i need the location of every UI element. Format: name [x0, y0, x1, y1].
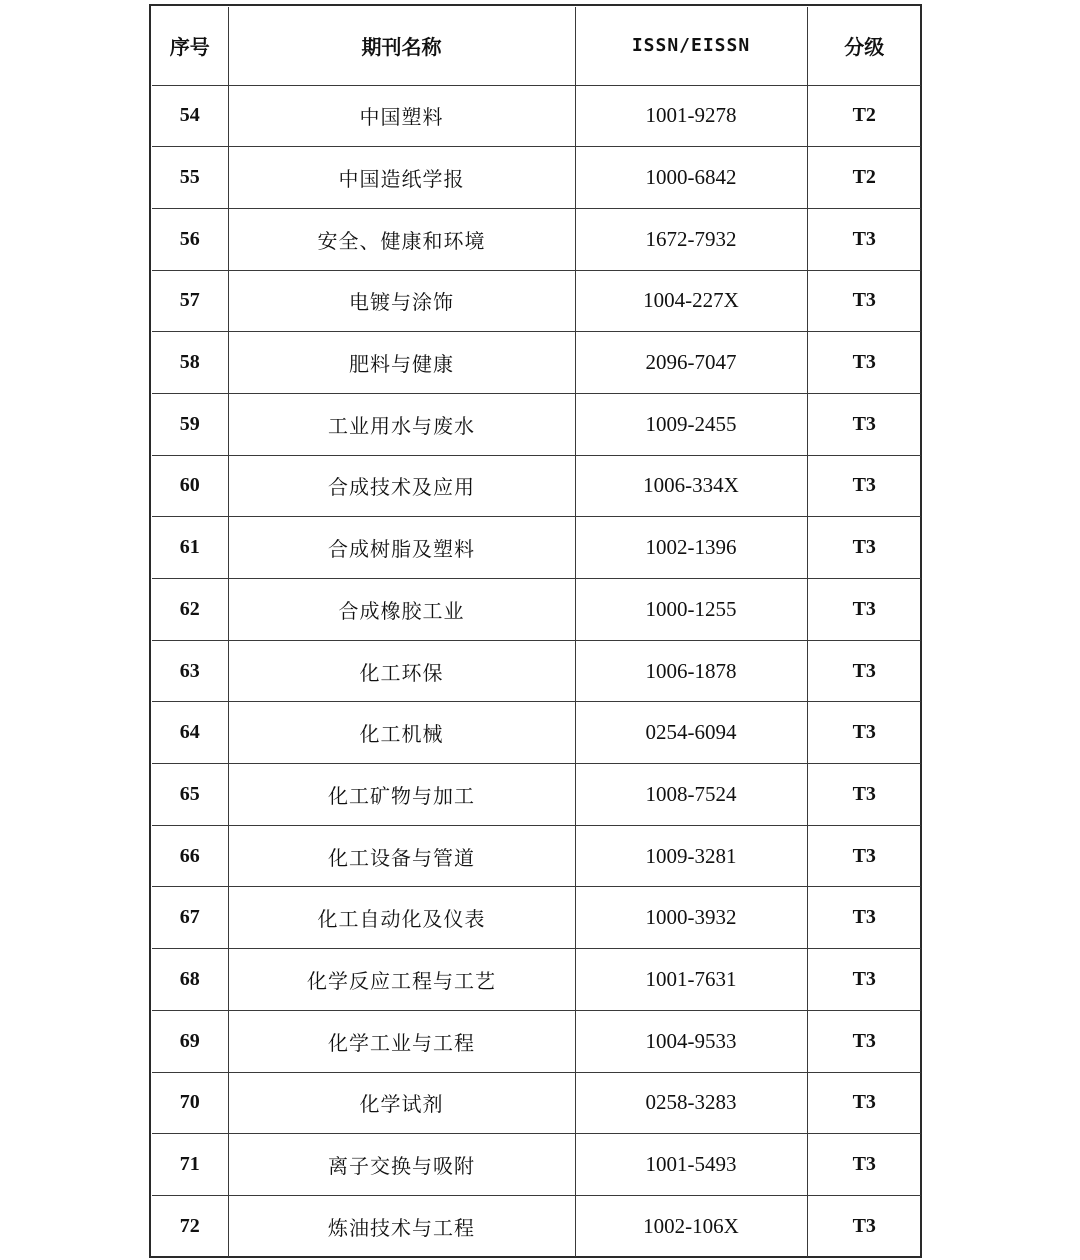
- row-level: T3: [807, 332, 921, 394]
- row-journal-name: 化学试剂: [228, 1072, 575, 1134]
- row-journal-name: 工业用水与废水: [228, 393, 575, 455]
- table-row: [152, 887, 921, 949]
- header-no: 序号: [152, 7, 228, 85]
- row-no: 71: [152, 1134, 228, 1196]
- row-issn: 1001-9278: [575, 85, 807, 147]
- row-level: T3: [807, 1010, 921, 1072]
- row-journal-name: 中国塑料: [228, 85, 575, 147]
- row-journal-name: 化工矿物与加工: [228, 764, 575, 826]
- row-no: 59: [152, 393, 228, 455]
- row-issn: 2096-7047: [575, 332, 807, 394]
- row-journal-name: 合成技术及应用: [228, 455, 575, 517]
- row-level: T3: [807, 393, 921, 455]
- row-no: 56: [152, 208, 228, 270]
- row-level: T3: [807, 949, 921, 1011]
- row-no: 60: [152, 455, 228, 517]
- table-row: [152, 1134, 921, 1196]
- row-journal-name: 化工环保: [228, 640, 575, 702]
- row-level: T3: [807, 1134, 921, 1196]
- row-journal-name: 中国造纸学报: [228, 147, 575, 209]
- table-row: [152, 1010, 921, 1072]
- row-level: T3: [807, 455, 921, 517]
- row-level: T3: [807, 579, 921, 641]
- journal-table: [152, 7, 921, 1257]
- table-row: [152, 949, 921, 1011]
- table-row: [152, 517, 921, 579]
- row-journal-name: 肥料与健康: [228, 332, 575, 394]
- row-issn: 1004-227X: [575, 270, 807, 332]
- row-no: 63: [152, 640, 228, 702]
- row-no: 68: [152, 949, 228, 1011]
- table-row: [152, 1195, 921, 1257]
- row-level: T3: [807, 887, 921, 949]
- row-journal-name: 化学反应工程与工艺: [228, 949, 575, 1011]
- row-issn: 1008-7524: [575, 764, 807, 826]
- row-issn: 1672-7932: [575, 208, 807, 270]
- row-journal-name: 合成树脂及塑料: [228, 517, 575, 579]
- table-row: [152, 455, 921, 517]
- row-no: 58: [152, 332, 228, 394]
- row-journal-name: 安全、健康和环境: [228, 208, 575, 270]
- table-row: [152, 1072, 921, 1134]
- row-issn: 1000-1255: [575, 579, 807, 641]
- row-journal-name: 化工设备与管道: [228, 825, 575, 887]
- table-row: [152, 640, 921, 702]
- row-journal-name: 炼油技术与工程: [228, 1195, 575, 1257]
- row-level: T3: [807, 1195, 921, 1257]
- table-row: [152, 147, 921, 209]
- row-issn: 1002-1396: [575, 517, 807, 579]
- row-journal-name: 化学工业与工程: [228, 1010, 575, 1072]
- row-level: T2: [807, 147, 921, 209]
- row-journal-name: 合成橡胶工业: [228, 579, 575, 641]
- row-level: T3: [807, 1072, 921, 1134]
- table-row: [152, 764, 921, 826]
- row-no: 54: [152, 85, 228, 147]
- journal-table-frame: [149, 4, 922, 1258]
- row-no: 65: [152, 764, 228, 826]
- row-level: T3: [807, 764, 921, 826]
- table-row: [152, 270, 921, 332]
- row-issn: 1009-3281: [575, 825, 807, 887]
- row-level: T3: [807, 208, 921, 270]
- row-issn: 1006-334X: [575, 455, 807, 517]
- row-no: 57: [152, 270, 228, 332]
- table-row: [152, 393, 921, 455]
- row-issn: 1000-6842: [575, 147, 807, 209]
- table-row: [152, 332, 921, 394]
- row-issn: 1001-5493: [575, 1134, 807, 1196]
- row-level: T3: [807, 702, 921, 764]
- row-no: 67: [152, 887, 228, 949]
- row-journal-name: 电镀与涂饰: [228, 270, 575, 332]
- row-issn: 1002-106X: [575, 1195, 807, 1257]
- table-header-row: [152, 7, 921, 85]
- row-issn: 1000-3932: [575, 887, 807, 949]
- row-no: 66: [152, 825, 228, 887]
- table-row: [152, 702, 921, 764]
- row-issn: 0254-6094: [575, 702, 807, 764]
- row-issn: 1006-1878: [575, 640, 807, 702]
- row-no: 72: [152, 1195, 228, 1257]
- row-journal-name: 离子交换与吸附: [228, 1134, 575, 1196]
- row-journal-name: 化工机械: [228, 702, 575, 764]
- header-issn: ISSN/EISSN: [575, 7, 807, 85]
- table-row: [152, 579, 921, 641]
- row-issn: 1001-7631: [575, 949, 807, 1011]
- header-level: 分级: [807, 7, 921, 85]
- row-journal-name: 化工自动化及仪表: [228, 887, 575, 949]
- row-level: T3: [807, 640, 921, 702]
- table-row: [152, 825, 921, 887]
- row-level: T3: [807, 517, 921, 579]
- row-no: 70: [152, 1072, 228, 1134]
- header-journal-name: 期刊名称: [228, 7, 575, 85]
- row-no: 61: [152, 517, 228, 579]
- row-no: 55: [152, 147, 228, 209]
- table-row: [152, 208, 921, 270]
- row-no: 62: [152, 579, 228, 641]
- row-issn: 0258-3283: [575, 1072, 807, 1134]
- row-level: T3: [807, 270, 921, 332]
- row-no: 69: [152, 1010, 228, 1072]
- row-level: T3: [807, 825, 921, 887]
- table-row: [152, 85, 921, 147]
- row-issn: 1009-2455: [575, 393, 807, 455]
- row-no: 64: [152, 702, 228, 764]
- row-level: T2: [807, 85, 921, 147]
- row-issn: 1004-9533: [575, 1010, 807, 1072]
